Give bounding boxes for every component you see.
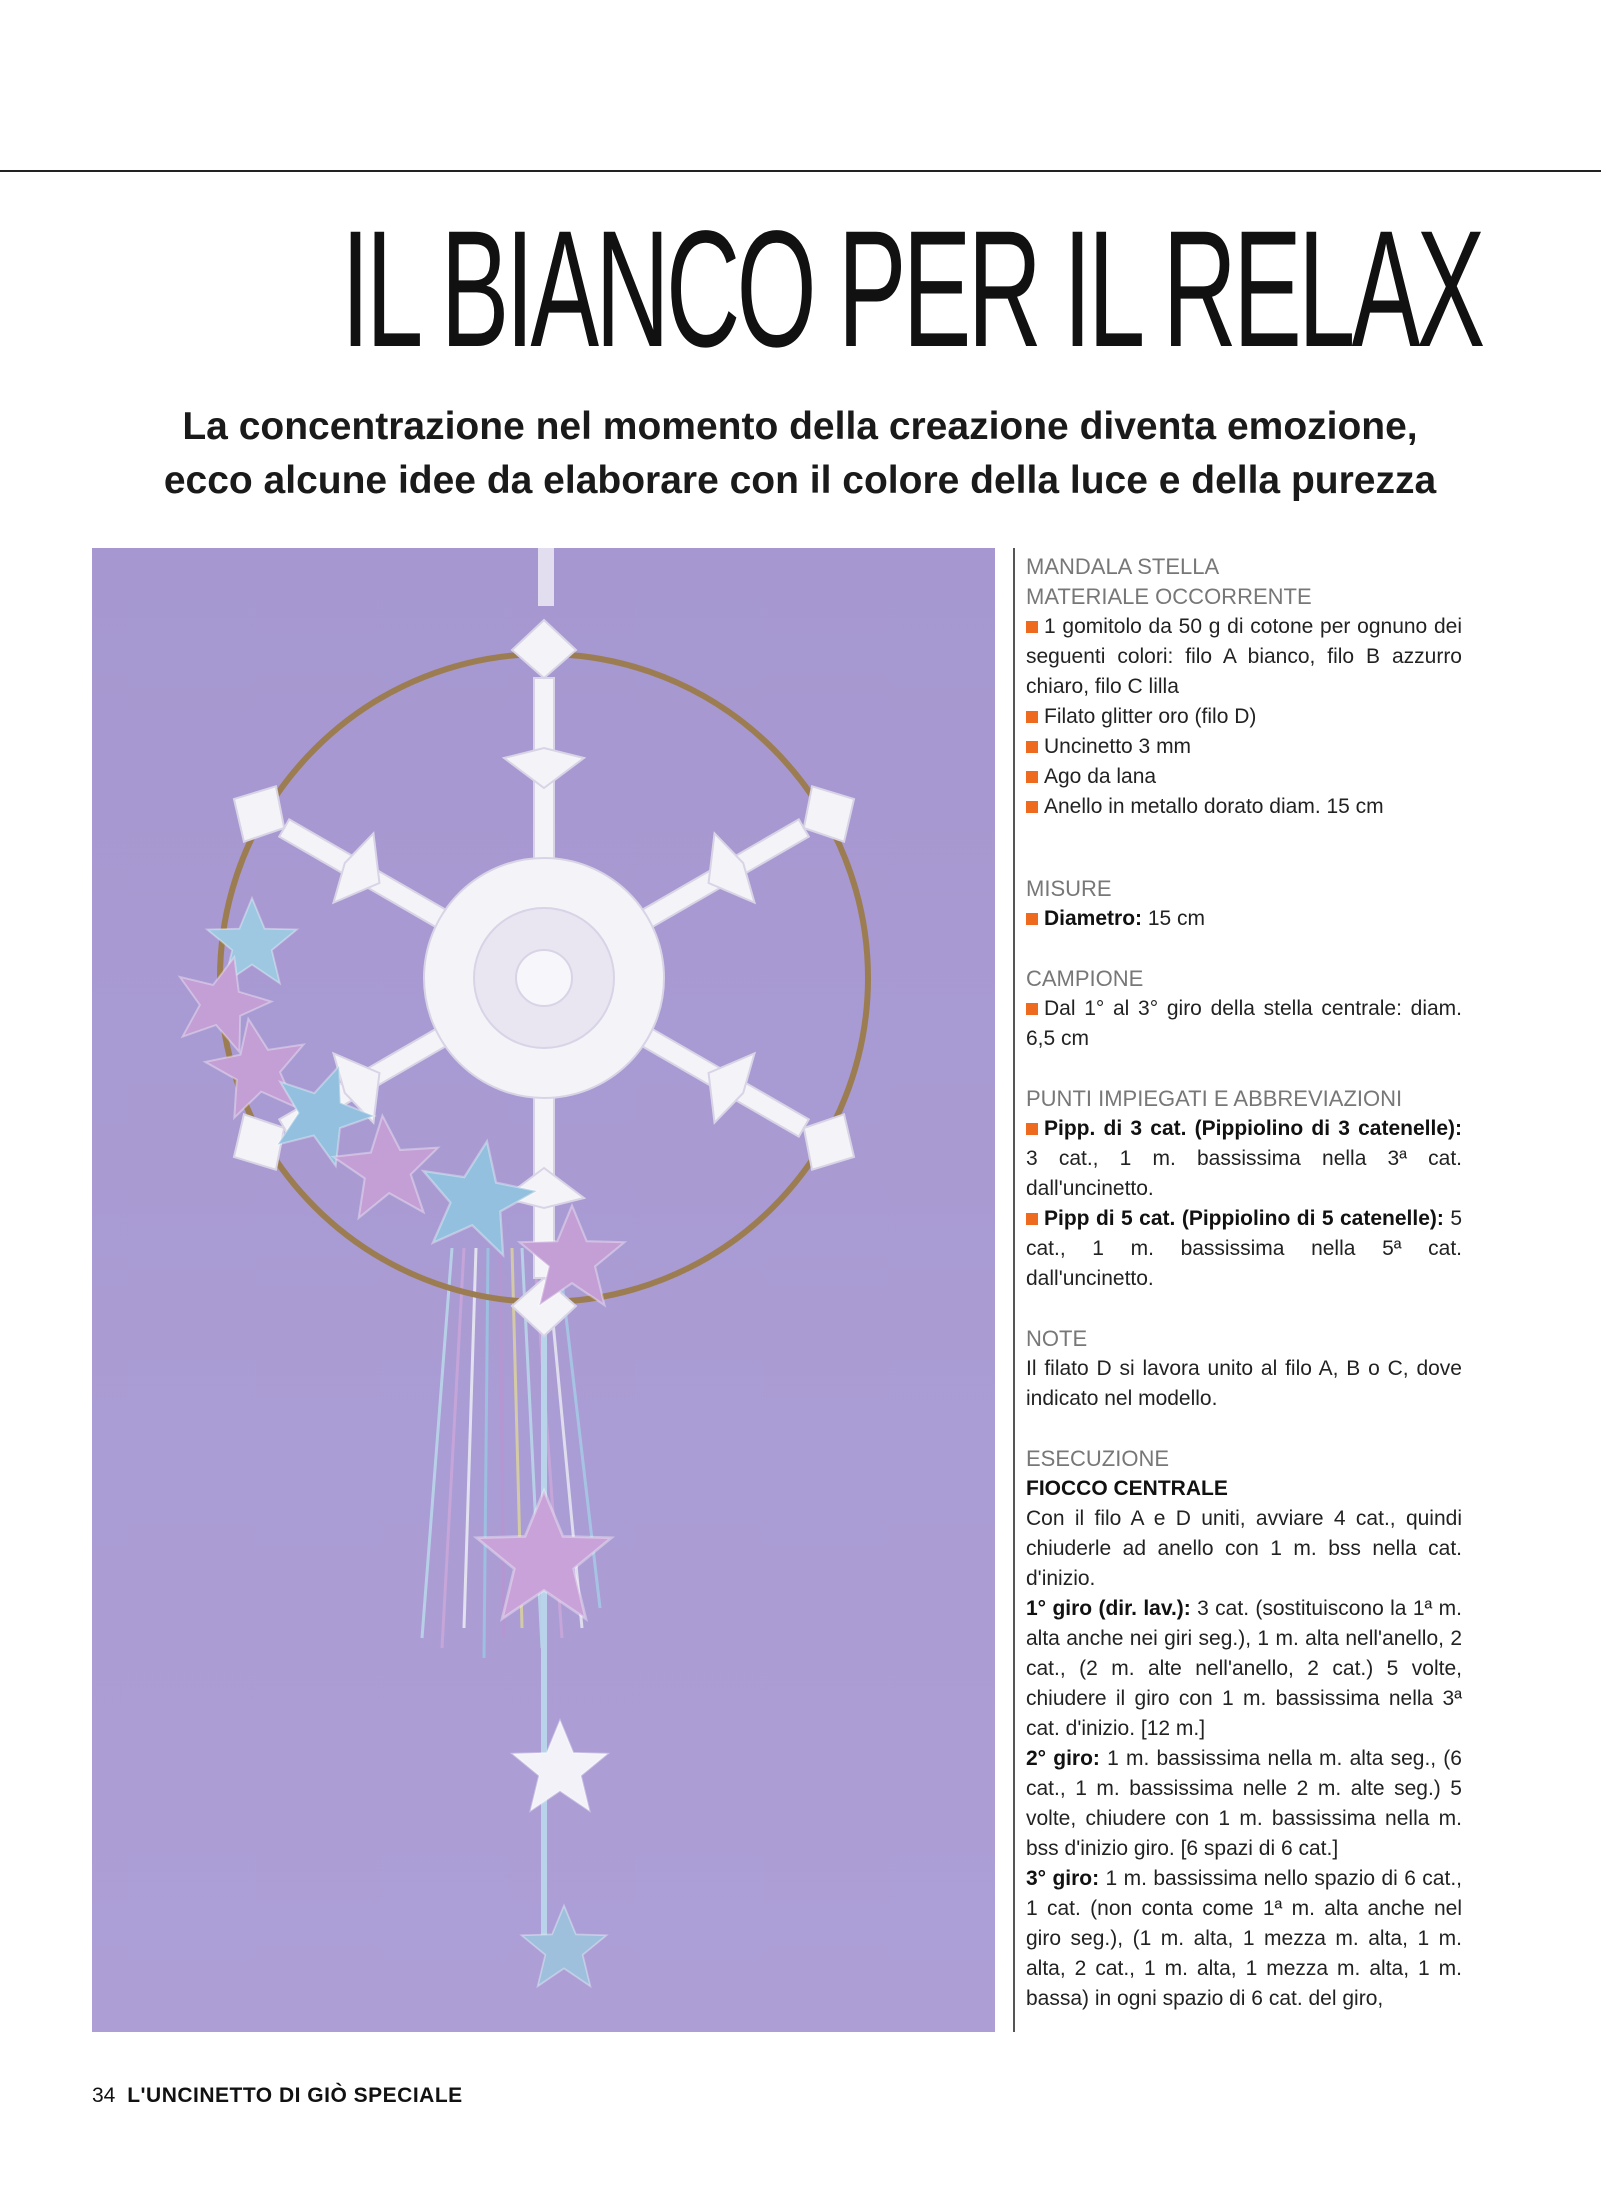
giro-2: 2° giro: 1 m. bassissima nella m. alta seg., (6 cat., 1 m. bassissima nelle 2 m. alte seg.) 5 volte, chiudere con 1 m. bassissima nella m. bss d'inizio giro. [6 spazi di 6 cat.]	[1026, 1747, 1462, 1860]
list-item: Uncinetto 3 mm	[1026, 732, 1462, 762]
bullet-square-icon	[1026, 1003, 1038, 1015]
heading-punti: PUNTI IMPIEGATI E ABBREVIAZIONI	[1026, 1086, 1403, 1111]
bullet-square-icon	[1026, 621, 1038, 633]
top-rule	[0, 170, 1601, 172]
bullet-square-icon	[1026, 1123, 1038, 1135]
giro-1: 1° giro (dir. lav.): 3 cat. (sostituiscono la 1ª m. alta anche nei giri seg.), 1 m. alta nell'anello, 2 cat., (2 m. alte nell'anello, 2 cat.) 5 volte, chiudere il giro con 1 m. bassissima nella 3ª cat. d'inizio. [12 m.]	[1026, 1597, 1462, 1740]
page-footer	[92, 2082, 463, 2110]
heading-campione: CAMPIONE	[1026, 966, 1144, 991]
bullet-square-icon	[1026, 801, 1038, 813]
giro-3: 3° giro: 1 m. bassissima nello spazio di 6 cat., 1 cat. (non conta come 1ª m. alta anche nel giro seg.), (1 m. alta, 1 mezza m. alta, 1 m. alta, 2 cat., 1 m. alta, 1 mezza m. alta, 1 m. bassa) in ogni spazio di 6 cat. del giro,	[1026, 1867, 1462, 2010]
subtitle	[40, 400, 1560, 508]
heading-esecuzione: ESECUZIONE	[1026, 1446, 1170, 1471]
heading-misure: MISURE	[1026, 876, 1112, 901]
subtitle-line-1: La concentrazione nel momento della creazione diventa emozione,	[182, 405, 1418, 448]
magazine-name: L'UNCINETTO DI GIÒ SPECIALE	[127, 2084, 463, 2107]
bullet-square-icon	[1026, 711, 1038, 723]
bullet-square-icon	[1026, 913, 1038, 925]
heading-fiocco: FIOCCO CENTRALE	[1026, 1477, 1228, 1500]
heading-mandala: MANDALA STELLA	[1026, 554, 1220, 579]
page-title: IL BIANCO PER IL RELAX	[341, 197, 1482, 382]
punto-item: Pipp di 5 cat. (Pippiolino di 5 catenelle): 5 cat., 1 m. bassissima nella 5ª cat. dall'uncinetto.	[1026, 1207, 1463, 1290]
fiocco-text: Con il filo A e D uniti, avviare 4 cat., quindi chiuderle ad anello con 1 m. bss nella cat. d'inizio.	[1026, 1507, 1462, 1590]
heading-materiale: MATERIALE OCCORRENTE	[1026, 584, 1312, 609]
column-divider	[1013, 548, 1015, 2032]
list-item: Anello in metallo dorato diam. 15 cm	[1026, 792, 1462, 822]
punto-item: Pipp. di 3 cat. (Pippiolino di 3 catenelle): 3 cat., 1 m. bassissima nella 3ª cat. dall'uncinetto.	[1026, 1117, 1462, 1200]
bullet-square-icon	[1026, 1213, 1038, 1225]
note-text: Il filato D si lavora unito al filo A, B o C, dove indicato nel modello.	[1026, 1357, 1462, 1410]
list-item: Filato glitter oro (filo D)	[1026, 702, 1462, 732]
list-item: Ago da lana	[1026, 762, 1462, 792]
page-number: 34	[92, 2084, 116, 2107]
misure-item: Diametro: 15 cm	[1026, 904, 1462, 934]
dreamcatcher-photo	[92, 548, 995, 2032]
bullet-square-icon	[1026, 741, 1038, 753]
instructions-column	[1026, 552, 1462, 2014]
bullet-square-icon	[1026, 771, 1038, 783]
subtitle-line-2: ecco alcune idee da elaborare con il colore della luce e della purezza	[163, 459, 1437, 502]
campione-item: Dal 1° al 3° giro della stella centrale: diam. 6,5 cm	[1026, 997, 1462, 1050]
list-item: 1 gomitolo da 50 g di cotone per ognuno dei seguenti colori: filo A bianco, filo B azzurro chiaro, filo C lilla	[1026, 615, 1462, 698]
heading-note: NOTE	[1026, 1326, 1088, 1351]
